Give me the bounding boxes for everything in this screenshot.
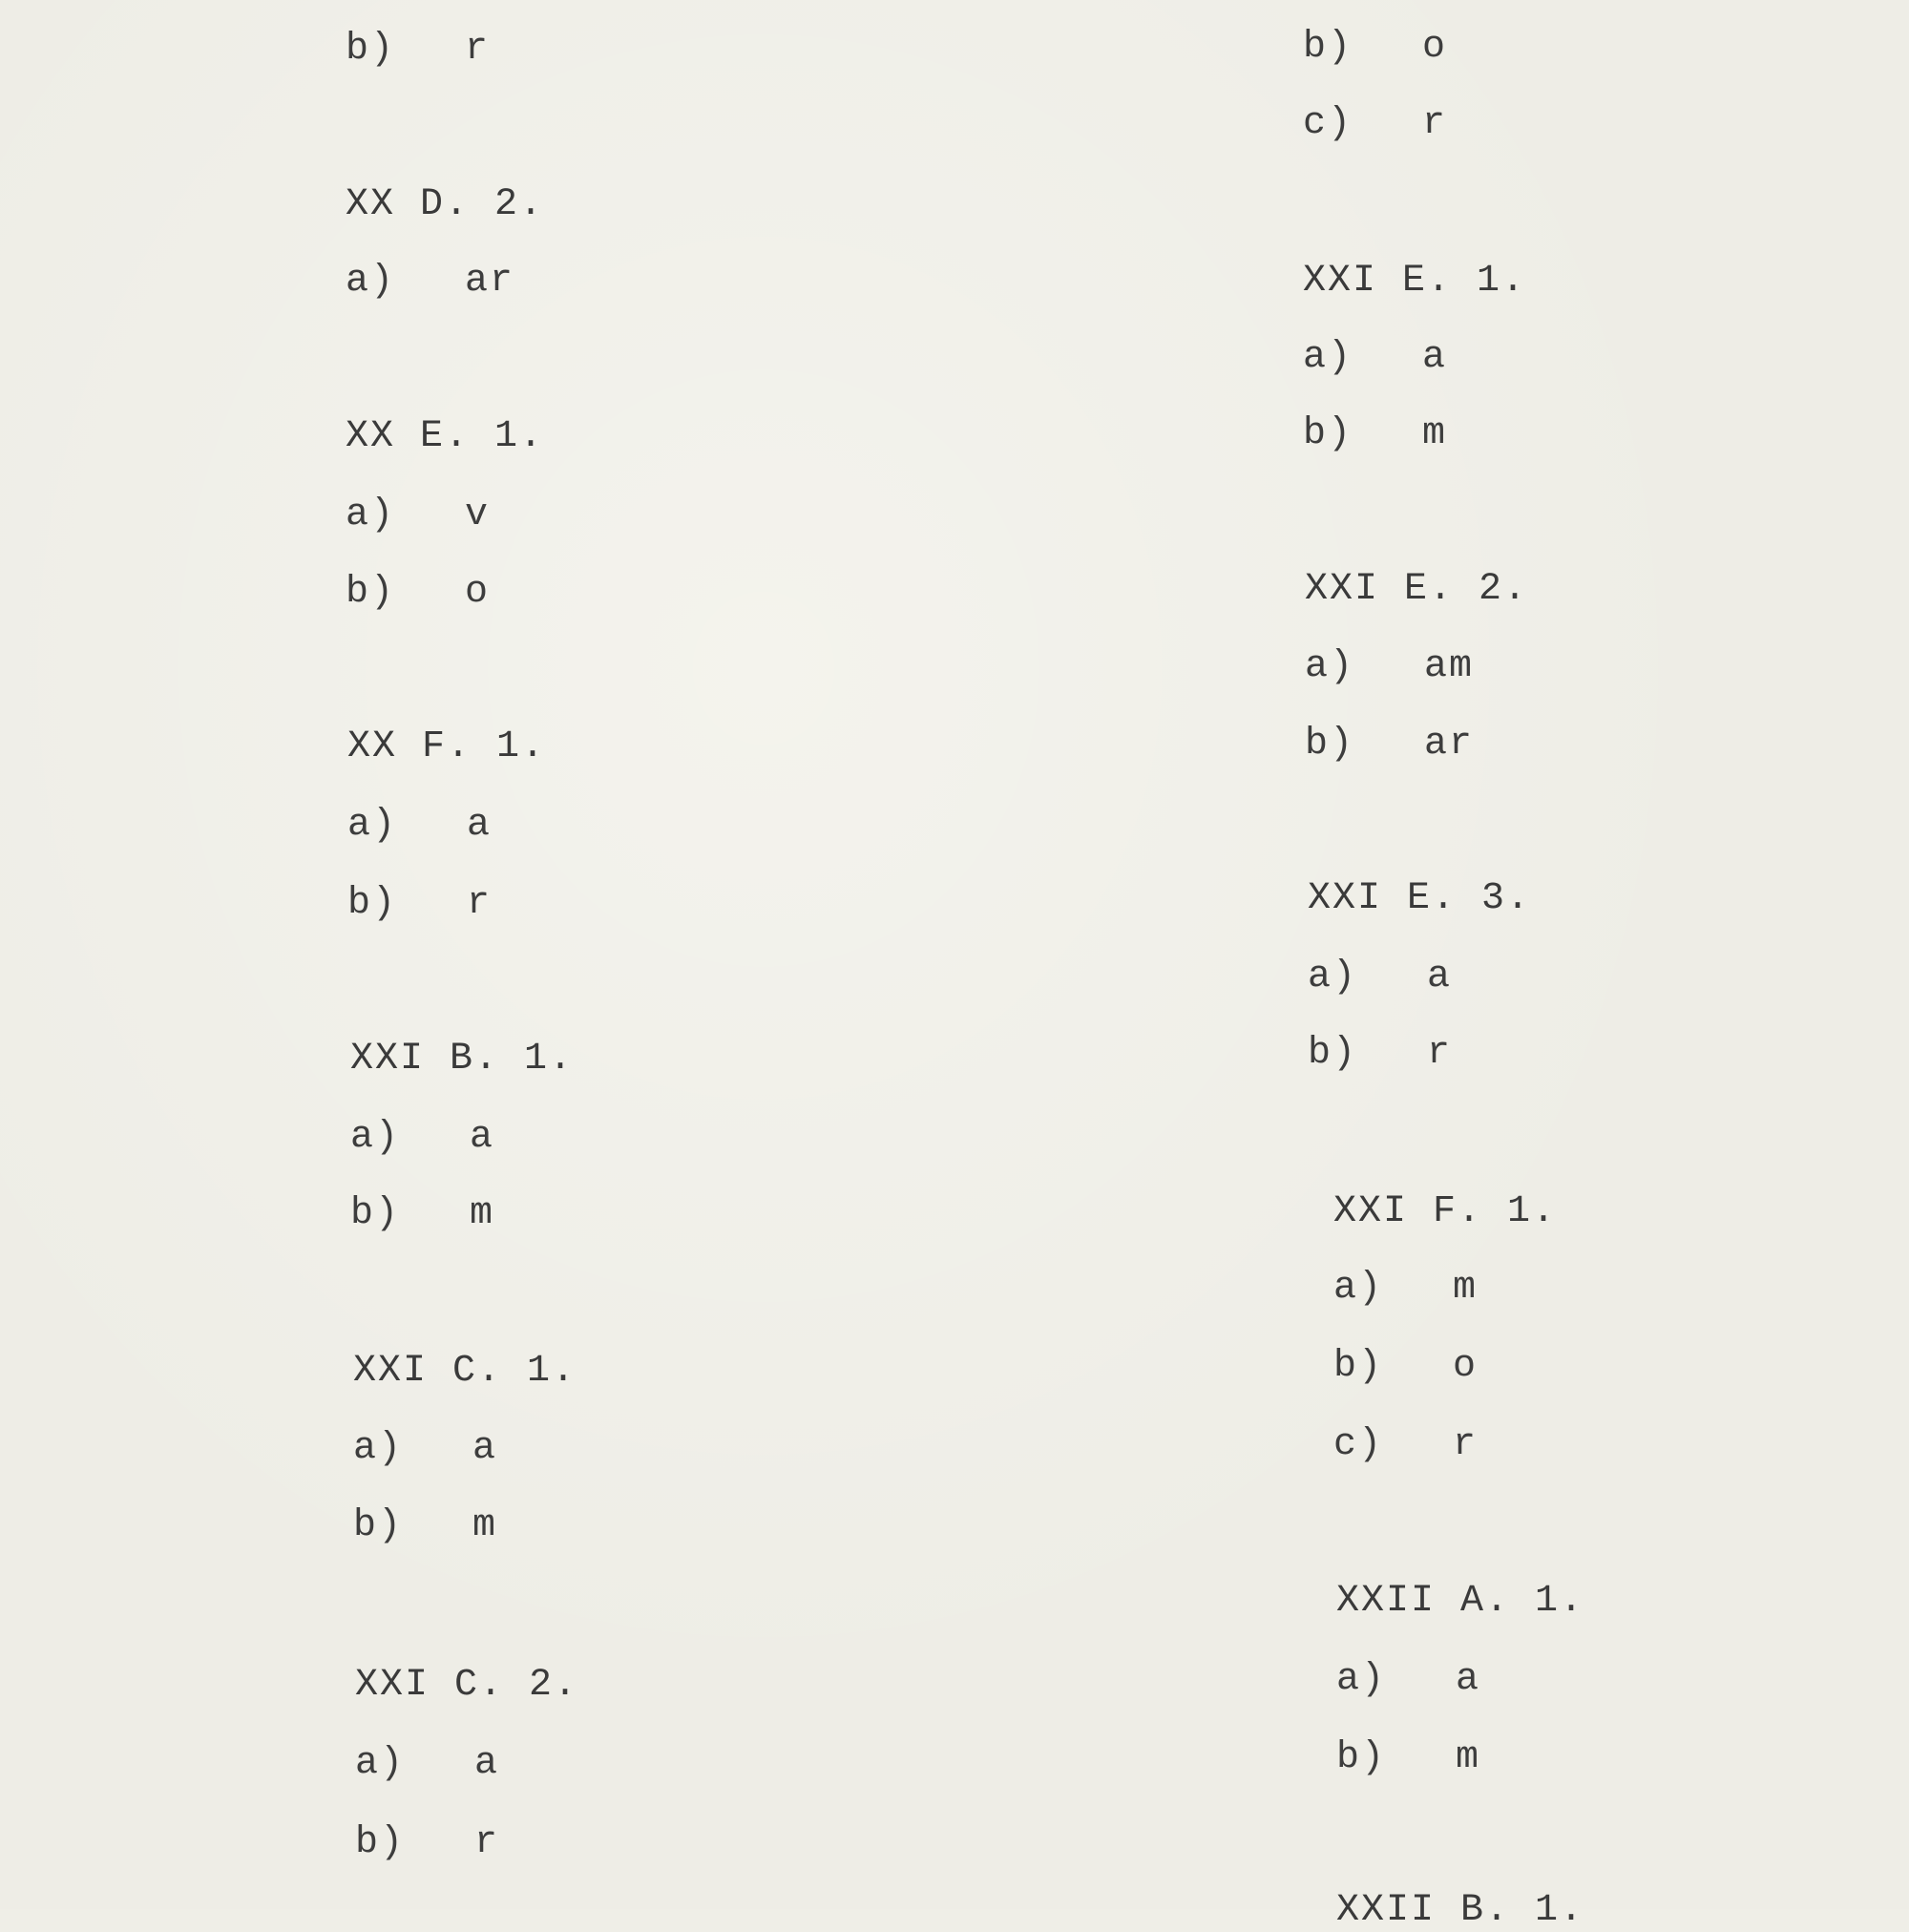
answer-line: c) r bbox=[1333, 1423, 1479, 1466]
answer-line: b) r bbox=[346, 28, 491, 71]
section-heading: XXI C. 2. bbox=[355, 1664, 579, 1707]
answer-line: a) a bbox=[347, 804, 493, 847]
answer-line: a) m bbox=[1333, 1267, 1479, 1310]
answer-line: b) r bbox=[347, 882, 493, 925]
answer-line: b) ar bbox=[1305, 723, 1475, 766]
answer-line: b) o bbox=[1333, 1345, 1479, 1388]
section-heading: XXI C. 1. bbox=[353, 1350, 577, 1393]
answer-line: a) am bbox=[1305, 645, 1475, 688]
answer-line: a) a bbox=[350, 1116, 495, 1159]
answer-line: b) m bbox=[1336, 1736, 1481, 1779]
answer-line: c) r bbox=[1303, 102, 1448, 145]
answer-line: b) r bbox=[1308, 1032, 1453, 1075]
section-heading: XXII A. 1. bbox=[1336, 1580, 1585, 1623]
section-heading: XXI F. 1. bbox=[1333, 1190, 1558, 1233]
section-heading: XX F. 1. bbox=[347, 725, 547, 768]
section-heading: XXI E. 2. bbox=[1305, 568, 1529, 611]
answer-line: a) v bbox=[346, 494, 491, 536]
section-heading: XX E. 1. bbox=[346, 415, 545, 458]
answer-line: b) m bbox=[353, 1504, 498, 1547]
answer-line: a) a bbox=[1308, 956, 1453, 998]
section-heading: XXI E. 1. bbox=[1303, 260, 1527, 303]
answer-line: b) o bbox=[1303, 26, 1448, 69]
answer-line: a) a bbox=[353, 1427, 498, 1470]
answer-line: a) a bbox=[355, 1742, 500, 1785]
section-heading: XXII B. 1. bbox=[1336, 1889, 1585, 1932]
answer-line: a) a bbox=[1336, 1658, 1481, 1701]
answer-line: a) a bbox=[1303, 336, 1448, 379]
section-heading: XXI B. 1. bbox=[350, 1038, 575, 1081]
section-heading: XX D. 2. bbox=[346, 183, 545, 226]
answer-line: b) m bbox=[1303, 412, 1448, 455]
section-heading: XXI E. 3. bbox=[1308, 877, 1532, 920]
answer-line: b) o bbox=[346, 571, 491, 614]
answer-line: b) m bbox=[350, 1192, 495, 1235]
answer-line: a) ar bbox=[346, 260, 515, 303]
answer-line: b) r bbox=[355, 1821, 500, 1864]
